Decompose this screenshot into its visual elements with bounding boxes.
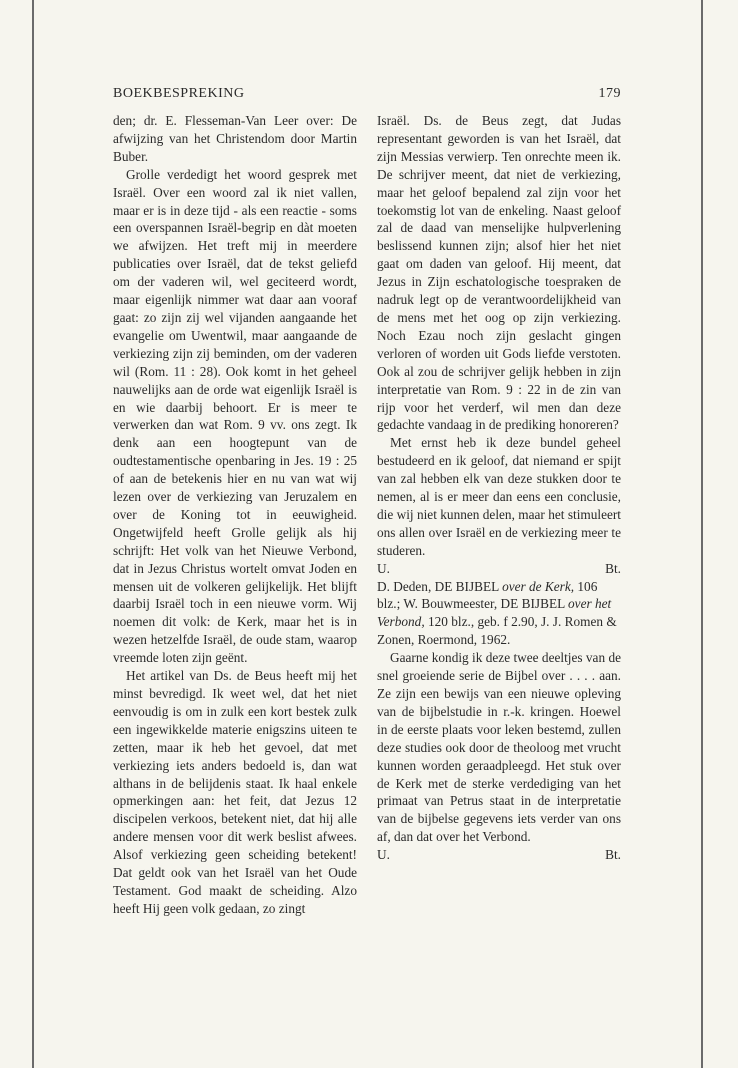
scan-edge-left — [32, 0, 34, 1068]
paragraph: Gaarne kondig ik deze twee deeltjes van de snel groeiende serie de Bijbel over . . . . aan. Ze zijn een bewijs van een nieuwe opleving van de bijbelstudie in r.-k. kringen. Hoewel in de eerste plaats voor leken bestemd, zullen deze studies ook door de theoloog met vrucht kunnen worden geraadpleegd. Het stuk over de Kerk met de sterke verdediging van het primaat van Petrus staat in de interpretatie van de bijbelse gegevens iets verder van ons af, dan dat over het Verbond. — [377, 650, 621, 845]
reference-italic: over de Kerk, — [502, 578, 575, 594]
review-signature — [377, 560, 621, 578]
paragraph: den; dr. E. Flesseman-Van Leer over: De afwijzing van het Christendom door Martin Buber. — [113, 113, 357, 164]
left-column — [113, 112, 357, 918]
paragraph: Israël. Ds. de Beus zegt, dat Judas representant geworden is van het Israël, dat zijn Messias verwierp. Ten onrechte meen ik. De schrijver meent, dat niet de verkiezing, maar het geloof bepalend zal zijn voor het toekomstig lot van de enkeling. Naast geloof zal de daad van menselijke hulpverlening beslissend kunnen zijn; alsof hier het niet gaat om daden van geloof. Hij meent, dat Jezus in Zijn eschatologische toespraken de nadruk legt op de verantwoordelijkheid van de mens met het oog op zijn verkiezing. Noch Ezau noch zijn geslacht gingen verloren of worden uit Gods liefde verstoten. Ook al zou de schrijver gelijk hebben in zijn interpretatie van Rom. 9 : 22 in de zin van rijp voor het verderf, wil men dan deze gedachte vandaag in de prediking honoreren? — [377, 113, 621, 433]
running-title: BOEKBESPREKING — [113, 86, 245, 101]
book-reference — [377, 578, 621, 650]
reference-italic: over het Verbond, — [377, 596, 612, 630]
paragraph: Met ernst heb ik deze bundel geheel bestudeerd en ik geloof, dat niemand er spijt van zal hebben elk van deze stukken door te nemen, al is er meer dan eens een conclusie, die wij niet kunnen delen, maar het stimuleert ons allen over Israël en de verkiezing meer te studeren. — [377, 435, 621, 558]
signature-initial: U. — [377, 560, 390, 576]
page-header — [113, 86, 621, 106]
right-column — [377, 112, 621, 864]
signature-abbrev: Bt. — [605, 560, 621, 576]
scan-edge-right — [701, 0, 703, 1068]
reference-text: 106 blz.; W. Bouwmeester, DE BIJBEL — [377, 578, 598, 612]
review-signature — [377, 846, 621, 864]
reference-text: 120 blz., geb. f 2.90, J. J. Romen & Zonen, Roermond, 1962. — [377, 614, 617, 648]
reference-text: D. Deden, DE BIJBEL — [377, 578, 503, 594]
paragraph: Het artikel van Ds. de Beus heeft mij het minst bevredigd. Ik weet wel, dat het niet eenvoudig is om in zulk een kort bestek zulk een ingewikkelde materie enigszins uiteen te zetten, maar ik heb het gevoel, dat met verkiezing iets anders bedoeld is, dan wat althans in de belijdenis staat. Ik haal enkele opmerkingen aan: het feit, dat Jezus 12 discipelen verkoos, betekent niet, dat hij alle andere mensen voor dit werk beslist afwees. Alsof verkiezing geen scheiding betekent! Dat geldt ook van het Israël van het Oude Testament. God maakt de scheiding. Alzo heeft Hij geen volk gedaan, zo zingt — [113, 668, 357, 916]
signature-abbrev: Bt. — [605, 847, 621, 863]
paragraph: Grolle verdedigt het woord gesprek met Israël. Over een woord zal ik niet vallen, maar er is in deze tijd - als een reactie - soms een overspannen Israël-begrip en dàt moeten we afwijzen. Het treft mij in meerdere publicaties over Israël, dat de tekst geliefd om der vaderen wil, wel geciteerd wordt, maar eigenlijk nimmer wat daar aan vooraf gaat: zo zijn zij wel vijanden aangaande het evangelie om Uwentwil, maar aangaande de verkiezing zijn zij beminden, om der vaderen wil (Rom. 11 : 28). Ook komt in het geheel nauwelijks aan de orde wat eigenlijk Israël is en wie daarbij behoort. Er is meer te verwerken dan wat Rom. 9 vv. ons zegt. Ik denk aan een hoogtepunt van de oudtestamentische openbaring in Jes. 19 : 25 of aan de betekenis hier en nu van wat wij lezen over de verkiezing van Jeruzalem en over de Koning tot in eeuwigheid. Ongetwijfeld heeft Grolle gelijk als hij schrijft: Het volk van het Nieuwe Verbond, dat in Jezus Christus wortelt omvat Joden en mensen uit de volkeren gelijkelijk. Het blijft daarbij Israël toch in een nieuwe vorm. Wij noemen dit volk: de Kerk, maar het is in wezen hetzelfde Israël, de oude stam, waarop vreemde loten zijn geënt. — [113, 166, 357, 666]
page-number: 179 — [598, 86, 621, 101]
signature-initial: U. — [377, 847, 390, 863]
